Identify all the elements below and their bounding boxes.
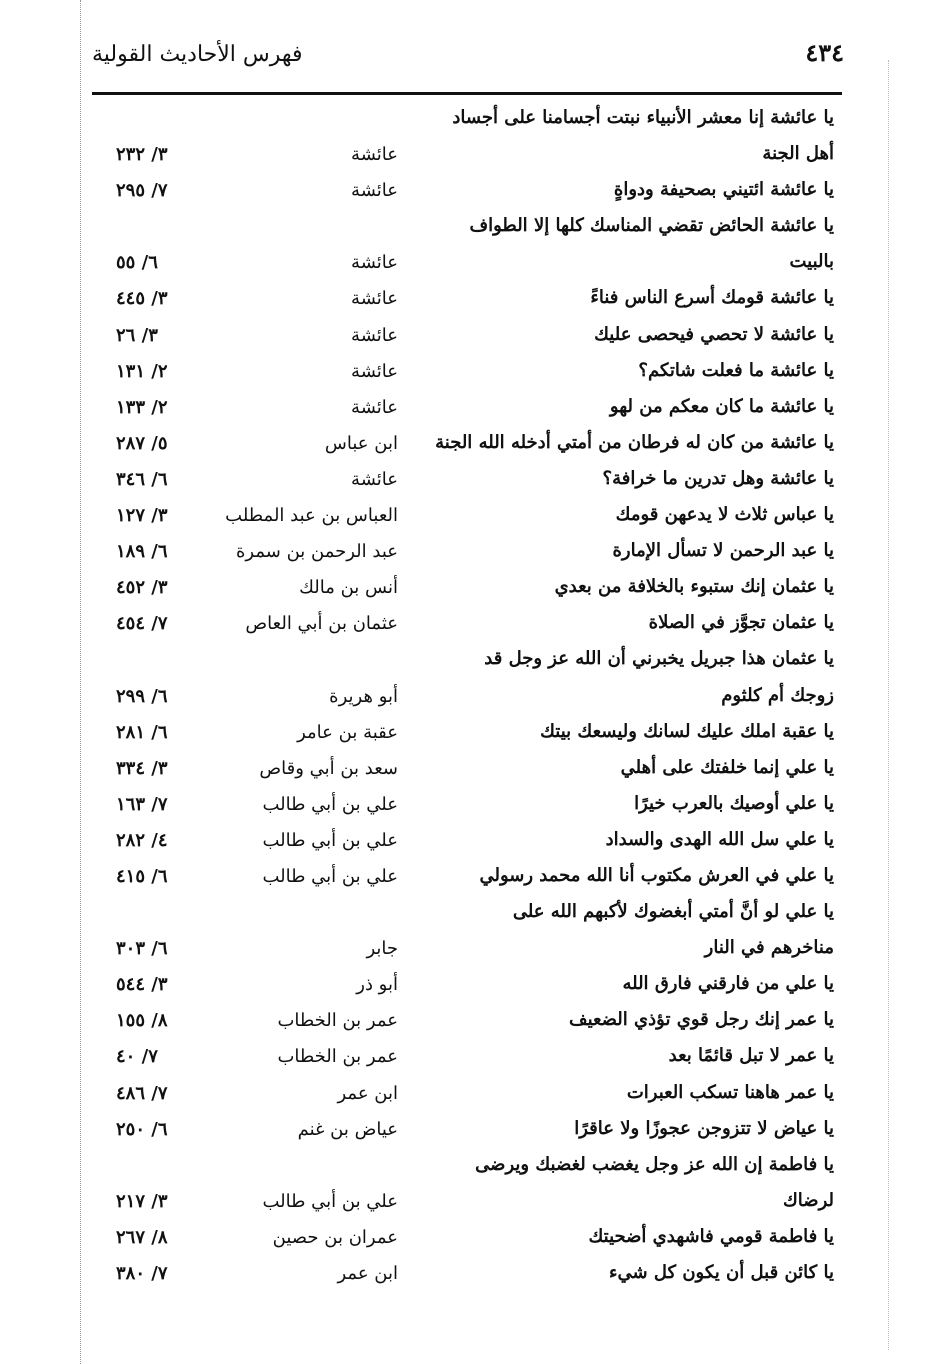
volume-page-reference: ٧/ ٤٠: [116, 1046, 158, 1068]
volume-page-reference: ٦/ ٢٩٩: [116, 685, 168, 707]
narrator-name: جابر: [366, 938, 398, 960]
volume-page-reference: ٧/ ٤٨٦: [116, 1082, 168, 1104]
narrator-name: أبو هريرة: [329, 685, 398, 707]
volume-page-reference: ٣/ ٢٦: [116, 324, 158, 346]
margin-guide-left: [80, 0, 81, 1364]
index-entry: [96, 499, 840, 535]
volume-page-reference: ٨/ ١٥٥: [116, 1010, 168, 1032]
narrator-name: عائشة: [351, 180, 398, 202]
narrator-name: العباس بن عبد المطلب: [225, 505, 398, 527]
hadith-text: يا عائشة قومك أسرع الناس فناءً: [590, 287, 834, 309]
hadith-text: لرضاك: [782, 1189, 834, 1211]
hadith-text: يا فاطمة إن الله عز وجل يغضب لغضبك ويرضى: [475, 1153, 834, 1175]
index-entry: [96, 607, 840, 643]
volume-page-reference: ٣/ ٤٥٢: [116, 577, 168, 599]
index-entry: [96, 1113, 840, 1149]
hadith-text: مناخرهم في النار: [704, 937, 834, 959]
index-entry: [96, 968, 840, 1004]
hadith-text: يا علي في العرش مكتوب أنا الله محمد رسولي: [479, 864, 834, 886]
index-entry: [96, 138, 840, 174]
volume-page-reference: ٦/ ٥٥: [116, 252, 158, 274]
hadith-text: يا علي لو أنَّ أمتي أبغضوك لأكبهم الله على: [512, 901, 834, 923]
narrator-name: عثمان بن أبي العاص: [245, 613, 398, 635]
hadith-text: يا علي أوصيك بالعرب خيرًا: [634, 792, 834, 814]
index-entry: [96, 1257, 840, 1293]
index-entry: [96, 102, 840, 138]
narrator-name: أنس بن مالك: [299, 577, 398, 599]
index-entry: [96, 1077, 840, 1113]
index-entry: [96, 427, 840, 463]
narrator-name: علي بن أبي طالب: [262, 865, 398, 887]
index-entry: [96, 1221, 840, 1257]
narrator-name: عائشة: [351, 324, 398, 346]
index-entry: [96, 1149, 840, 1185]
page-header: [92, 30, 844, 90]
volume-page-reference: ٨/ ٢٦٧: [116, 1226, 168, 1248]
narrator-name: علي بن أبي طالب: [262, 1190, 398, 1212]
hadith-text: يا عائشة وهل تدرين ما خرافة؟: [602, 467, 834, 489]
narrator-name: علي بن أبي طالب: [262, 793, 398, 815]
volume-page-reference: ٧/ ٤٥٤: [116, 613, 168, 635]
index-entry: [96, 752, 840, 788]
index-entry: [96, 932, 840, 968]
narrator-name: ابن عمر: [337, 1263, 398, 1284]
narrator-name: عياض بن غنم: [297, 1118, 398, 1140]
volume-page-reference: ٦/ ٣٠٣: [116, 938, 168, 960]
volume-page-reference: ٧/ ١٦٣: [116, 793, 168, 815]
index-entry: [96, 788, 840, 824]
index-entry: [96, 571, 840, 607]
narrator-name: عائشة: [351, 144, 398, 166]
header-rule: [92, 92, 842, 95]
volume-page-reference: ٦/ ٤١٥: [116, 865, 168, 887]
hadith-text: يا عائشة ما فعلت شاتكم؟: [638, 359, 834, 381]
narrator-name: عائشة: [351, 360, 398, 382]
hadith-text: يا عائشة من كان له فرطان من أمتي أدخله الله الجنة: [435, 431, 834, 453]
narrator-name: عائشة: [351, 468, 398, 490]
hadith-text: يا عائشة ما كان معكم من لهو: [609, 395, 834, 417]
index-entry: [96, 643, 840, 679]
volume-page-reference: ٥/ ٢٨٧: [116, 432, 168, 454]
index-entry: [96, 174, 840, 210]
hadith-text: يا عمر لا تبل قائمًا بعد: [668, 1045, 834, 1067]
index-entry: [96, 246, 840, 282]
index-entry: [96, 1040, 840, 1076]
hadith-text: يا عائشة إنا معشر الأنبياء نبتت أجسامنا على أجساد: [452, 107, 834, 128]
index-entry: [96, 463, 840, 499]
narrator-name: عائشة: [351, 252, 398, 274]
index-entry: [96, 860, 840, 896]
index-entry: [96, 535, 840, 571]
volume-page-reference: ٣/ ١٢٧: [116, 505, 168, 527]
hadith-text: يا عياض لا تتزوجن عجوزًا ولا عاقرًا: [574, 1117, 834, 1139]
hadith-text: يا كائن قبل أن يكون كل شيء: [609, 1262, 834, 1283]
volume-page-reference: ٤/ ٢٨٢: [116, 829, 168, 851]
volume-page-reference: ٣/ ٢٣٢: [116, 144, 168, 166]
index-entry: [96, 282, 840, 318]
volume-page-reference: ٦/ ٢٥٠: [116, 1118, 168, 1140]
index-entry: [96, 680, 840, 716]
index-entry: [96, 896, 840, 932]
hadith-text: يا عائشة لا تحصي فيحصى عليك: [594, 323, 834, 345]
narrator-name: عبد الرحمن بن سمرة: [236, 541, 398, 563]
narrator-name: عقبة بن عامر: [297, 721, 398, 743]
volume-page-reference: ٢/ ١٣٣: [116, 396, 168, 418]
hadith-text: يا عمر إنك رجل قوي تؤذي الضعيف: [568, 1009, 834, 1031]
narrator-name: ابن عباس: [324, 432, 398, 454]
hadith-text: يا علي سل الله الهدى والسداد: [605, 828, 834, 850]
hadith-text: يا عباس ثلاث لا يدعهن قومك: [615, 504, 834, 526]
page-number: ٤٣٤: [805, 38, 844, 67]
index-entry: [96, 391, 840, 427]
hadith-text: يا عثمان إنك ستبوء بالخلافة من بعدي: [554, 576, 834, 598]
volume-page-reference: ٣/ ٢١٧: [116, 1190, 168, 1212]
index-entry: [96, 210, 840, 246]
narrator-name: أبو ذر: [356, 974, 398, 996]
narrator-name: سعد بن أبي وقاص: [259, 757, 398, 779]
running-title: فهرس الأحاديث القولية: [92, 42, 303, 67]
volume-page-reference: ٣/ ٥٤٤: [116, 974, 168, 996]
hadith-text: بالبيت: [789, 251, 834, 273]
index-entry: [96, 355, 840, 391]
volume-page-reference: ٣/ ٣٣٤: [116, 757, 168, 779]
hadith-text: يا عثمان تجوَّز في الصلاة: [648, 612, 834, 634]
hadith-text: يا عمر هاهنا تسكب العبرات: [626, 1081, 834, 1103]
narrator-name: عائشة: [351, 288, 398, 310]
index-entry: [96, 1185, 840, 1221]
volume-page-reference: ٧/ ٣٨٠: [116, 1263, 168, 1284]
hadith-text: أهل الجنة: [762, 143, 834, 165]
narrator-name: عمران بن حصين: [272, 1226, 398, 1248]
margin-guide-right: [888, 60, 889, 1350]
volume-page-reference: ٦/ ١٨٩: [116, 541, 168, 563]
volume-page-reference: ٣/ ٤٤٥: [116, 288, 168, 310]
hadith-text: يا عثمان هذا جبريل يخبرني أن الله عز وجل قد: [484, 648, 834, 670]
narrator-name: عائشة: [351, 396, 398, 418]
hadith-text: زوجك أم كلثوم: [721, 684, 834, 706]
volume-page-reference: ٦/ ٣٤٦: [116, 468, 168, 490]
index-entry: [96, 824, 840, 860]
hadith-text: يا عبد الرحمن لا تسأل الإمارة: [612, 540, 834, 562]
hadith-text: يا عائشة ائتيني بصحيفة ودواةٍ: [613, 179, 834, 201]
hadith-text: يا فاطمة قومي فاشهدي أضحيتك: [588, 1225, 834, 1247]
hadith-text: يا علي إنما خلفتك على أهلي: [620, 756, 834, 778]
narrator-name: عمر بن الخطاب: [277, 1046, 398, 1068]
hadith-text: يا علي من فارقني فارق الله: [622, 973, 834, 995]
index-entry: [96, 1004, 840, 1040]
index-entry: [96, 716, 840, 752]
hadith-index-list: [96, 102, 840, 1293]
hadith-text: يا عقبة املك عليك لسانك وليسعك بيتك: [540, 720, 834, 742]
hadith-text: يا عائشة الحائض تقضي المناسك كلها إلا الطواف: [469, 215, 834, 237]
narrator-name: عمر بن الخطاب: [277, 1010, 398, 1032]
volume-page-reference: ٢/ ١٣١: [116, 360, 168, 382]
index-entry: [96, 319, 840, 355]
narrator-name: ابن عمر: [337, 1082, 398, 1104]
volume-page-reference: ٧/ ٢٩٥: [116, 180, 168, 202]
narrator-name: علي بن أبي طالب: [262, 829, 398, 851]
volume-page-reference: ٦/ ٢٨١: [116, 721, 168, 743]
